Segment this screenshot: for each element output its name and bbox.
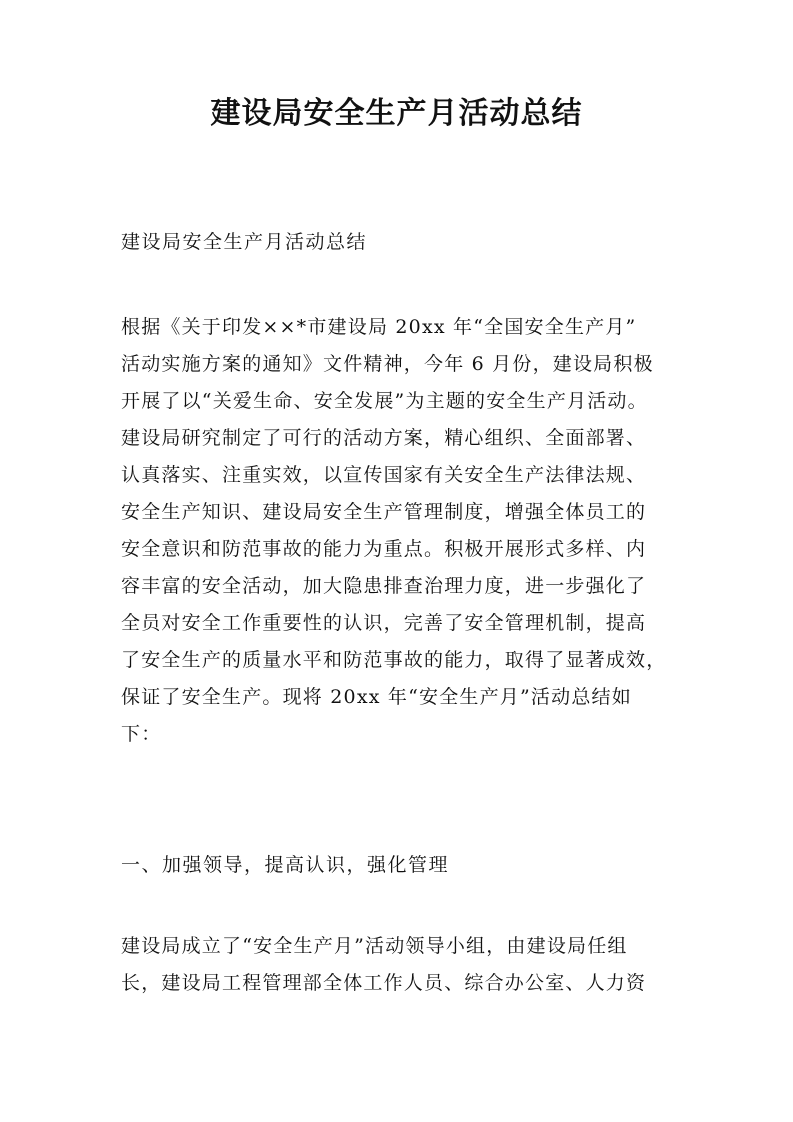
text-line: 长，建设局工程管理部全体工作人员、综合办公室、人力资 (121, 972, 647, 994)
paragraph-intro (121, 309, 691, 753)
text-line: 认真落实、注重实效，以宣传国家有关安全生产法律法规、 (121, 464, 647, 486)
text-line: 保证了安全生产。现将 20xx 年“安全生产月”活动总结如 (121, 686, 632, 708)
text-line: 安全意识和防范事故的能力为重点。积极开展形式多样、内 (121, 538, 647, 560)
document-subtitle: 建设局安全生产月活动总结 (121, 231, 368, 253)
text-line: 安全生产知识、建设局安全生产管理制度，增强全体员工的 (121, 501, 647, 523)
section-heading: 一、加强领导，提高认识，强化管理 (121, 854, 450, 876)
text-line: 建设局成立了“安全生产月”活动领导小组，由建设局任组 (121, 935, 628, 957)
text-line: 容丰富的安全活动，加大隐患排查治理力度，进一步强化了 (121, 575, 647, 597)
document-title: 建设局安全生产月活动总结 (210, 96, 583, 131)
text-line: 开展了以“关爱生命、安全发展”为主题的安全生产月活动。 (121, 390, 648, 412)
text-line: 全员对安全工作重要性的认识，完善了安全管理机制，提高 (121, 612, 647, 634)
text-line: 了安全生产的质量水平和防范事故的能力，取得了显著成效， (121, 649, 667, 671)
text-line: 下： (121, 723, 162, 745)
paragraph-section1 (121, 928, 691, 1002)
text-line: 建设局研究制定了可行的活动方案，精心组织、全面部署、 (121, 427, 647, 449)
text-line: 活动实施方案的通知》文件精神，今年 6 月份，建设局积极 (121, 353, 654, 375)
text-line: 根据《关于印发××*市建设局 20xx 年“全国安全生产月” (121, 316, 637, 338)
